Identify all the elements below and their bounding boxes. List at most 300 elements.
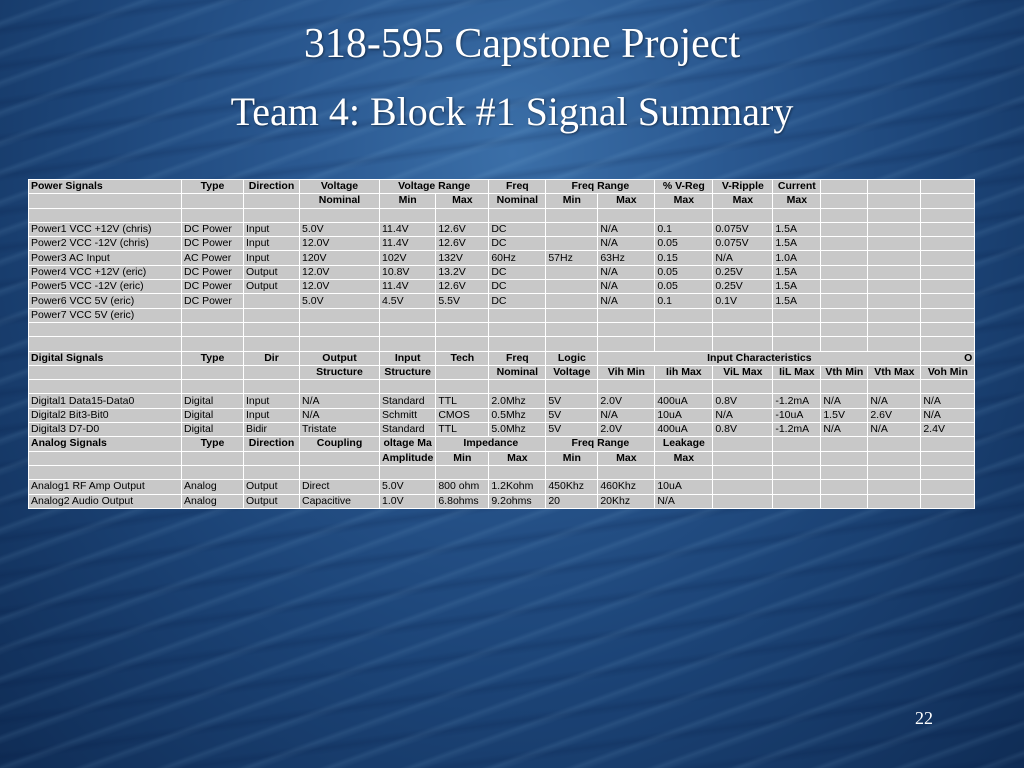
column-subheader: Max bbox=[598, 451, 655, 465]
table-cell: Standard bbox=[380, 423, 436, 437]
empty-cell bbox=[29, 465, 182, 479]
table-cell: Analog bbox=[182, 494, 244, 508]
table-cell: 10uA bbox=[655, 480, 713, 494]
empty-cell bbox=[380, 337, 436, 351]
empty-cell bbox=[821, 194, 868, 208]
table-cell bbox=[244, 294, 300, 308]
table-cell: DC Power bbox=[182, 280, 244, 294]
slide-subtitle: Team 4: Block #1 Signal Summary bbox=[230, 89, 794, 134]
table-cell: Digital1 Data15-Data0 bbox=[29, 394, 182, 408]
empty-cell bbox=[868, 494, 921, 508]
column-header: Tech bbox=[436, 351, 489, 365]
empty-cell bbox=[182, 337, 244, 351]
table-cell bbox=[546, 280, 598, 294]
column-subheader: Iih Max bbox=[655, 365, 713, 379]
column-subheader: Nominal bbox=[300, 194, 380, 208]
table-cell: Input bbox=[244, 394, 300, 408]
column-header: Coupling bbox=[300, 437, 380, 451]
empty-cell bbox=[921, 437, 975, 451]
table-cell: Digital2 Bit3-Bit0 bbox=[29, 408, 182, 422]
empty-cell bbox=[821, 251, 868, 265]
table-cell: 0.8V bbox=[713, 423, 773, 437]
table-cell: 9.2ohms bbox=[489, 494, 546, 508]
table-cell: 63Hz bbox=[598, 251, 655, 265]
table-row bbox=[29, 265, 975, 279]
empty-cell bbox=[821, 480, 868, 494]
empty-cell bbox=[868, 380, 921, 394]
empty-cell bbox=[921, 294, 975, 308]
spacer-row bbox=[29, 208, 975, 222]
table-cell: Power2 VCC -12V (chris) bbox=[29, 237, 182, 251]
empty-cell bbox=[713, 322, 773, 336]
empty-cell bbox=[546, 465, 598, 479]
table-cell: Power3 AC Input bbox=[29, 251, 182, 265]
column-header: oltage Ma bbox=[380, 437, 436, 451]
table-cell: 12.6V bbox=[436, 237, 489, 251]
column-subheader: Nominal bbox=[489, 194, 546, 208]
table-cell: Power5 VCC -12V (eric) bbox=[29, 280, 182, 294]
table-cell: 12.0V bbox=[300, 265, 380, 279]
table-cell: 6.8ohms bbox=[436, 494, 489, 508]
table-cell: 1.5A bbox=[773, 280, 821, 294]
table-cell: Capacitive bbox=[300, 494, 380, 508]
table-cell: DC bbox=[489, 294, 546, 308]
empty-cell bbox=[713, 337, 773, 351]
table-cell: N/A bbox=[821, 394, 868, 408]
table-cell: DC Power bbox=[182, 294, 244, 308]
table-cell: 132V bbox=[436, 251, 489, 265]
table-cell: -1.2mA bbox=[773, 423, 821, 437]
empty-cell bbox=[598, 380, 655, 394]
table-cell: 1.5A bbox=[773, 265, 821, 279]
empty-cell bbox=[29, 208, 182, 222]
empty-cell bbox=[713, 208, 773, 222]
table-row bbox=[29, 251, 975, 265]
empty-cell bbox=[821, 208, 868, 222]
empty-cell bbox=[868, 194, 921, 208]
empty-cell bbox=[713, 494, 773, 508]
table-cell bbox=[655, 308, 713, 322]
column-header: % V-Reg bbox=[655, 180, 713, 194]
analog-subheader-row bbox=[29, 451, 975, 465]
column-subheader bbox=[29, 451, 182, 465]
table-cell: 12.6V bbox=[436, 280, 489, 294]
empty-cell bbox=[244, 380, 300, 394]
column-subheader bbox=[182, 194, 244, 208]
empty-cell bbox=[244, 322, 300, 336]
column-header: Freq bbox=[489, 351, 546, 365]
table-cell: 0.05 bbox=[655, 237, 713, 251]
table-cell: Power7 VCC 5V (eric) bbox=[29, 308, 182, 322]
table-cell: 800 ohm bbox=[436, 480, 489, 494]
column-header: V-Ripple bbox=[713, 180, 773, 194]
table-cell: N/A bbox=[868, 423, 921, 437]
empty-cell bbox=[921, 380, 975, 394]
column-subheader bbox=[29, 365, 182, 379]
table-cell: 20Khz bbox=[598, 494, 655, 508]
empty-cell bbox=[244, 337, 300, 351]
table-cell: 0.1 bbox=[655, 294, 713, 308]
table-cell: 5V bbox=[546, 394, 598, 408]
table-cell: Digital bbox=[182, 408, 244, 422]
table-cell: Bidir bbox=[244, 423, 300, 437]
empty-cell bbox=[773, 494, 821, 508]
table-cell: Input bbox=[244, 251, 300, 265]
table-cell: 12.0V bbox=[300, 280, 380, 294]
column-header: Dir bbox=[244, 351, 300, 365]
column-header: Type bbox=[182, 351, 244, 365]
empty-cell bbox=[713, 380, 773, 394]
column-subheader: Min bbox=[546, 194, 598, 208]
table-cell: N/A bbox=[921, 394, 975, 408]
table-cell: CMOS bbox=[436, 408, 489, 422]
column-subheader: Min bbox=[436, 451, 489, 465]
table-cell: 11.4V bbox=[380, 237, 436, 251]
table-cell: Standard bbox=[380, 394, 436, 408]
empty-cell bbox=[546, 380, 598, 394]
empty-cell bbox=[868, 322, 921, 336]
table-row bbox=[29, 494, 975, 508]
column-subheader: Max bbox=[436, 194, 489, 208]
empty-cell bbox=[598, 208, 655, 222]
table-cell: Analog bbox=[182, 480, 244, 494]
empty-cell bbox=[821, 265, 868, 279]
table-cell: Output bbox=[244, 280, 300, 294]
column-header: Freq bbox=[489, 180, 546, 194]
column-subheader: Min bbox=[546, 451, 598, 465]
empty-cell bbox=[300, 322, 380, 336]
table-cell: 400uA bbox=[655, 423, 713, 437]
table-cell: 5.5V bbox=[436, 294, 489, 308]
column-subheader: Vth Min bbox=[821, 365, 868, 379]
column-subheader: Structure bbox=[380, 365, 436, 379]
column-subheader: Max bbox=[655, 194, 713, 208]
table-cell bbox=[546, 265, 598, 279]
column-subheader: Nominal bbox=[489, 365, 546, 379]
empty-cell bbox=[921, 265, 975, 279]
table-cell: DC bbox=[489, 265, 546, 279]
table-cell: 2.0Mhz bbox=[489, 394, 546, 408]
column-subheader bbox=[29, 194, 182, 208]
empty-cell bbox=[921, 194, 975, 208]
empty-cell bbox=[821, 494, 868, 508]
table-row bbox=[29, 423, 975, 437]
empty-cell bbox=[598, 337, 655, 351]
table-cell bbox=[773, 308, 821, 322]
signal-summary-table bbox=[28, 179, 975, 509]
column-subheader: Vih Min bbox=[598, 365, 655, 379]
table-cell: 12.0V bbox=[300, 237, 380, 251]
table-cell: 0.5Mhz bbox=[489, 408, 546, 422]
table-cell: Output bbox=[244, 480, 300, 494]
empty-cell bbox=[821, 322, 868, 336]
column-subheader: IiL Max bbox=[773, 365, 821, 379]
table-cell: Analog1 RF Amp Output bbox=[29, 480, 182, 494]
column-header: Input Characteristics bbox=[598, 351, 921, 365]
table-cell: 0.1V bbox=[713, 294, 773, 308]
empty-cell bbox=[713, 480, 773, 494]
table-cell bbox=[380, 308, 436, 322]
empty-cell bbox=[655, 380, 713, 394]
table-cell: 1.2Kohm bbox=[489, 480, 546, 494]
empty-cell bbox=[713, 437, 773, 451]
table-cell: -1.2mA bbox=[773, 394, 821, 408]
table-row bbox=[29, 480, 975, 494]
column-header: Type bbox=[182, 180, 244, 194]
table-cell: N/A bbox=[300, 394, 380, 408]
empty-cell bbox=[773, 451, 821, 465]
table-cell: 0.25V bbox=[713, 280, 773, 294]
empty-cell bbox=[921, 480, 975, 494]
table-cell: N/A bbox=[655, 494, 713, 508]
table-cell: N/A bbox=[821, 423, 868, 437]
table-cell: Output bbox=[244, 265, 300, 279]
table-cell: TTL bbox=[436, 423, 489, 437]
table-cell: -10uA bbox=[773, 408, 821, 422]
table-cell: AC Power bbox=[182, 251, 244, 265]
table-cell bbox=[436, 308, 489, 322]
empty-cell bbox=[598, 465, 655, 479]
table-cell: 0.8V bbox=[713, 394, 773, 408]
table-cell: 0.075V bbox=[713, 237, 773, 251]
table-cell: DC Power bbox=[182, 237, 244, 251]
table-cell: N/A bbox=[598, 222, 655, 236]
empty-cell bbox=[300, 380, 380, 394]
empty-cell bbox=[921, 280, 975, 294]
column-subheader: Structure bbox=[300, 365, 380, 379]
empty-cell bbox=[773, 380, 821, 394]
table-cell: Input bbox=[244, 408, 300, 422]
table-cell: N/A bbox=[598, 408, 655, 422]
empty-cell bbox=[29, 322, 182, 336]
empty-cell bbox=[821, 437, 868, 451]
table-row bbox=[29, 280, 975, 294]
table-cell: DC Power bbox=[182, 222, 244, 236]
empty-cell bbox=[380, 322, 436, 336]
slide-title: 318-595 Capstone Project bbox=[303, 21, 741, 67]
table-cell: 1.0V bbox=[380, 494, 436, 508]
empty-cell bbox=[773, 337, 821, 351]
analog-header-row bbox=[29, 437, 975, 451]
table-cell: Tristate bbox=[300, 423, 380, 437]
empty-cell bbox=[868, 308, 921, 322]
empty-cell bbox=[773, 437, 821, 451]
empty-cell bbox=[868, 280, 921, 294]
table-cell: 2.0V bbox=[598, 423, 655, 437]
empty-cell bbox=[436, 322, 489, 336]
empty-cell bbox=[182, 380, 244, 394]
table-cell: Output bbox=[244, 494, 300, 508]
table-cell: N/A bbox=[713, 408, 773, 422]
empty-cell bbox=[300, 337, 380, 351]
table-cell: DC bbox=[489, 222, 546, 236]
table-cell: DC bbox=[489, 280, 546, 294]
table-cell: Power6 VCC 5V (eric) bbox=[29, 294, 182, 308]
empty-cell bbox=[868, 480, 921, 494]
column-header: O bbox=[921, 351, 975, 365]
empty-cell bbox=[655, 465, 713, 479]
table-cell: Direct bbox=[300, 480, 380, 494]
empty-cell bbox=[821, 380, 868, 394]
empty-cell bbox=[821, 451, 868, 465]
empty-cell bbox=[921, 465, 975, 479]
table-cell: 0.25V bbox=[713, 265, 773, 279]
column-header: Voltage Range bbox=[380, 180, 489, 194]
table-cell: 10uA bbox=[655, 408, 713, 422]
table-cell: 5.0V bbox=[380, 480, 436, 494]
empty-cell bbox=[868, 265, 921, 279]
empty-cell bbox=[773, 322, 821, 336]
table-cell: 1.5A bbox=[773, 222, 821, 236]
empty-cell bbox=[655, 208, 713, 222]
table-cell: N/A bbox=[868, 394, 921, 408]
empty-cell bbox=[182, 465, 244, 479]
table-cell bbox=[546, 294, 598, 308]
table-cell: 2.0V bbox=[598, 394, 655, 408]
column-header: Freq Range bbox=[546, 180, 655, 194]
empty-cell bbox=[655, 337, 713, 351]
empty-cell bbox=[436, 465, 489, 479]
empty-cell bbox=[29, 337, 182, 351]
table-cell bbox=[546, 222, 598, 236]
empty-cell bbox=[655, 322, 713, 336]
table-cell: N/A bbox=[598, 237, 655, 251]
empty-cell bbox=[921, 308, 975, 322]
column-header: Leakage bbox=[655, 437, 713, 451]
digital-subheader-row bbox=[29, 365, 975, 379]
empty-cell bbox=[598, 322, 655, 336]
column-header: Logic bbox=[546, 351, 598, 365]
empty-cell bbox=[868, 437, 921, 451]
empty-cell bbox=[821, 237, 868, 251]
table-row bbox=[29, 294, 975, 308]
table-cell: 4.5V bbox=[380, 294, 436, 308]
empty-cell bbox=[868, 180, 921, 194]
table-cell bbox=[489, 308, 546, 322]
table-cell: Digital bbox=[182, 394, 244, 408]
table-cell: 5.0V bbox=[300, 294, 380, 308]
table-cell: Input bbox=[244, 222, 300, 236]
table-cell bbox=[300, 308, 380, 322]
power-subheader-row bbox=[29, 194, 975, 208]
spacer-row bbox=[29, 380, 975, 394]
empty-cell bbox=[29, 380, 182, 394]
empty-cell bbox=[868, 465, 921, 479]
table-cell: 60Hz bbox=[489, 251, 546, 265]
table-cell: N/A bbox=[300, 408, 380, 422]
empty-cell bbox=[244, 465, 300, 479]
empty-cell bbox=[921, 237, 975, 251]
empty-cell bbox=[821, 180, 868, 194]
empty-cell bbox=[868, 208, 921, 222]
empty-cell bbox=[773, 465, 821, 479]
table-cell: 0.075V bbox=[713, 222, 773, 236]
spacer-row bbox=[29, 337, 975, 351]
table-row bbox=[29, 222, 975, 236]
table-cell: 12.6V bbox=[436, 222, 489, 236]
empty-cell bbox=[300, 208, 380, 222]
empty-cell bbox=[489, 208, 546, 222]
table-cell: N/A bbox=[598, 265, 655, 279]
table-cell bbox=[244, 308, 300, 322]
table-cell: 57Hz bbox=[546, 251, 598, 265]
empty-cell bbox=[921, 208, 975, 222]
table-cell: Digital bbox=[182, 423, 244, 437]
column-subheader bbox=[244, 451, 300, 465]
power-section-header: Power Signals bbox=[29, 180, 182, 194]
column-subheader: Voh Min bbox=[921, 365, 975, 379]
table-cell: N/A bbox=[598, 294, 655, 308]
column-subheader bbox=[182, 365, 244, 379]
table-cell: 2.4V bbox=[921, 423, 975, 437]
table-cell: 120V bbox=[300, 251, 380, 265]
empty-cell bbox=[489, 337, 546, 351]
empty-cell bbox=[921, 337, 975, 351]
table-cell: Schmitt bbox=[380, 408, 436, 422]
column-subheader bbox=[244, 365, 300, 379]
empty-cell bbox=[182, 322, 244, 336]
power-header-row bbox=[29, 180, 975, 194]
empty-cell bbox=[380, 465, 436, 479]
empty-cell bbox=[713, 451, 773, 465]
table-cell: 1.5A bbox=[773, 237, 821, 251]
table-cell: 5.0Mhz bbox=[489, 423, 546, 437]
table-cell bbox=[546, 308, 598, 322]
empty-cell bbox=[380, 380, 436, 394]
table-cell: DC bbox=[489, 237, 546, 251]
empty-cell bbox=[773, 208, 821, 222]
table-cell: 5V bbox=[546, 423, 598, 437]
column-subheader: ViL Max bbox=[713, 365, 773, 379]
column-subheader: Max bbox=[773, 194, 821, 208]
empty-cell bbox=[921, 222, 975, 236]
empty-cell bbox=[436, 337, 489, 351]
column-header: Voltage bbox=[300, 180, 380, 194]
table-cell bbox=[713, 308, 773, 322]
empty-cell bbox=[244, 208, 300, 222]
column-subheader: Max bbox=[713, 194, 773, 208]
empty-cell bbox=[868, 251, 921, 265]
empty-cell bbox=[436, 380, 489, 394]
table-cell: 2.6V bbox=[868, 408, 921, 422]
empty-cell bbox=[436, 208, 489, 222]
column-subheader: Voltage bbox=[546, 365, 598, 379]
column-subheader: Max bbox=[598, 194, 655, 208]
column-header: Output bbox=[300, 351, 380, 365]
table-cell: 0.15 bbox=[655, 251, 713, 265]
empty-cell bbox=[921, 451, 975, 465]
table-cell: 13.2V bbox=[436, 265, 489, 279]
table-cell: 5.0V bbox=[300, 222, 380, 236]
empty-cell bbox=[821, 337, 868, 351]
table-cell: 0.05 bbox=[655, 265, 713, 279]
table-cell: 102V bbox=[380, 251, 436, 265]
spacer-row bbox=[29, 322, 975, 336]
table-cell: 450Khz bbox=[546, 480, 598, 494]
table-row bbox=[29, 394, 975, 408]
empty-cell bbox=[182, 208, 244, 222]
column-header: Direction bbox=[244, 437, 300, 451]
table-cell: 5V bbox=[546, 408, 598, 422]
table-cell: 20 bbox=[546, 494, 598, 508]
empty-cell bbox=[773, 480, 821, 494]
table-cell: Power4 VCC +12V (eric) bbox=[29, 265, 182, 279]
empty-cell bbox=[489, 380, 546, 394]
column-subheader bbox=[244, 194, 300, 208]
table-cell: 1.5A bbox=[773, 294, 821, 308]
empty-cell bbox=[380, 208, 436, 222]
empty-cell bbox=[821, 280, 868, 294]
